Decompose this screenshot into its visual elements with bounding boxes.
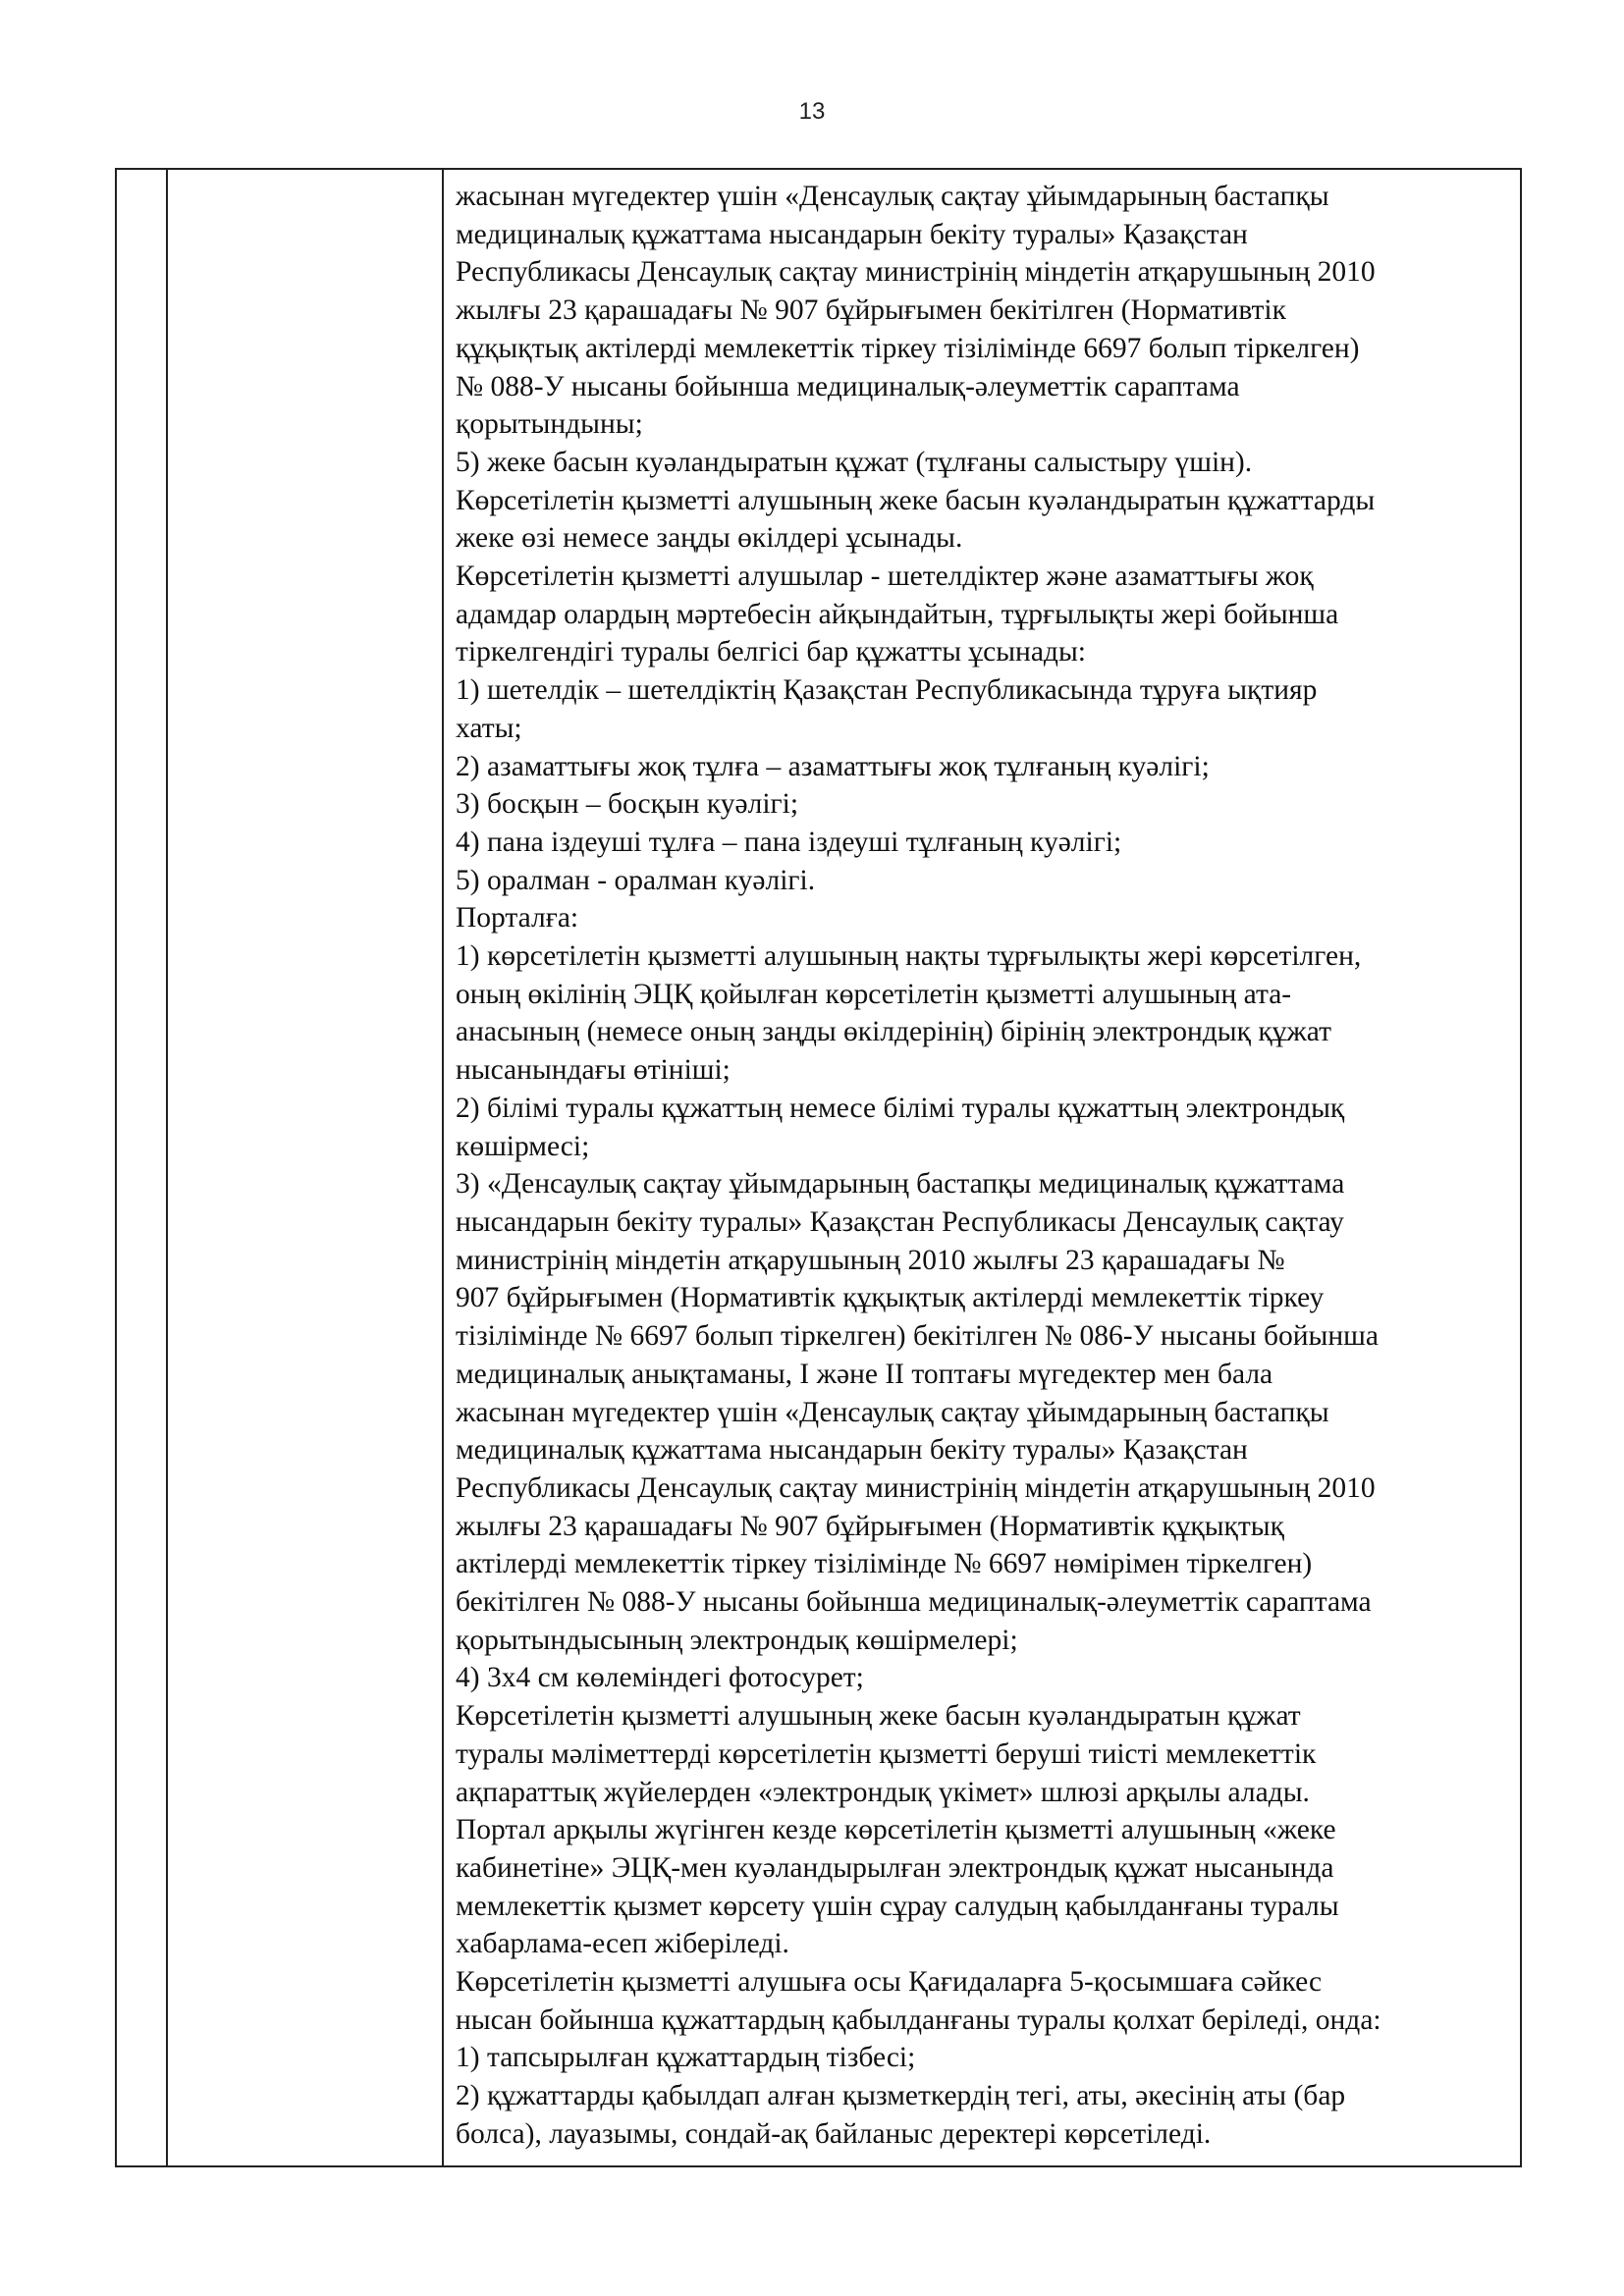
text-line: болса), лауазымы, сондай-ақ байланыс деректері көрсетіледі. (456, 2117, 1212, 2150)
text-line: жылғы 23 қарашадағы № 907 бұйрығымен (Нормативтік құқықтық (456, 1510, 1284, 1542)
table-cell-title (167, 169, 443, 2166)
page-number: 13 (798, 98, 826, 125)
text-line: қорытындыны; (456, 408, 643, 441)
text-line: 2) азаматтығы жоқ тұлға – азаматтығы жоқ тұлғаның куәлігі; (456, 750, 1210, 782)
text-line: туралы мәліметтерді көрсетілетін қызметті беруші тиісті мемлекеттік (456, 1737, 1317, 1770)
text-line: ақпараттық жүйелерден «электрондық үкімет» шлюзі арқылы алады. (456, 1776, 1310, 1808)
text-line: 2) құжаттарды қабылдап алған қызметкердің тегі, аты, әкесінің аты (бар (456, 2080, 1346, 2112)
text-line: хабарлама-есеп жіберіледі. (456, 1928, 789, 1960)
text-line: актілерді мемлекеттік тіркеу тізілімінде № 6697 нөмірімен тіркелген) (456, 1548, 1313, 1580)
text-line: нысанындағы өтініші; (456, 1054, 731, 1087)
document-table (115, 168, 1522, 2167)
text-line: нысан бойынша құжаттардың қабылданғаны туралы қолхат беріледі, онда: (456, 2003, 1381, 2036)
text-line: 3) «Денсаулық сақтау ұйымдарының бастапқы медициналық құжаттама (456, 1168, 1345, 1201)
table-cell-content (443, 169, 1521, 2166)
text-line: бекітілген № 088-У нысаны бойынша медициналық-әлеуметтік сараптама (456, 1586, 1372, 1619)
text-line: жасынан мүгедектер үшін «Денсаулық сақтау ұйымдарының бастапқы (456, 181, 1329, 212)
text-line: Порталға: (456, 902, 579, 934)
text-line: 4) пана іздеуші тұлға – пана іздеуші тұлғаның куәлігі; (456, 826, 1122, 858)
text-line: 2) білімі туралы құжаттың немесе білімі туралы құжаттың электрондық (456, 1092, 1345, 1124)
text-line: адамдар олардың мәртебесін айқындайтын, тұрғылықты жері бойынша (456, 598, 1339, 630)
text-line: жасынан мүгедектер үшін «Денсаулық сақтау ұйымдарының бастапқы (456, 1396, 1329, 1428)
text-line: Көрсетілетін қызметті алушының жеке басын куәландыратын құжаттарды (456, 484, 1376, 516)
table-cell-number (116, 169, 167, 2166)
text-line: медициналық құжаттама нысандарын бекіту туралы» Қазақстан (456, 1434, 1248, 1467)
text-line: № 088-У нысаны бойынша медициналық-әлеуметтік сараптама (456, 370, 1240, 402)
text-line: 5) оралман - оралман куәлігі. (456, 864, 816, 896)
text-line: анасының (немесе оның заңды өкілдерінің) бірінің электрондық құжат (456, 1016, 1332, 1048)
cell-text-block (444, 170, 1520, 2165)
text-line: Республикасы Денсаулық сақтау министрінің міндетін атқарушының 2010 (456, 1471, 1376, 1504)
text-line: 1) тапсырылған құжаттардың тізбесі; (456, 2042, 916, 2074)
text-line: құқықтық актілерді мемлекеттік тіркеу тізілімінде 6697 болып тіркелген) (456, 332, 1360, 364)
text-line: кабинетіне» ЭЦҚ-мен куәландырылған электрондық құжат нысанында (456, 1851, 1334, 1884)
text-line: Көрсетілетін қызметті алушылар - шетелдіктер және азаматтығы жоқ (456, 561, 1314, 593)
text-line: тізілімінде № 6697 болып тіркелген) бекітілген № 086-У нысаны бойынша (456, 1320, 1379, 1353)
text-line: 5) жеке басын куәландыратын құжат (тұлғаны салыстыру үшін). (456, 446, 1253, 478)
text-line: көшірмесі; (456, 1130, 590, 1162)
text-line: 907 бұйрығымен (Нормативтік құқықтық актілерді мемлекеттік тіркеу (456, 1282, 1325, 1314)
text-line: 3) босқын – босқын куәлігі; (456, 788, 799, 821)
text-line: министрінің міндетін атқарушының 2010 жылғы 23 қарашадағы № (456, 1244, 1285, 1276)
text-line: 4) 3х4 см көлеміндегі фотосурет; (456, 1662, 864, 1694)
text-line: 1) шетелдік – шетелдіктің Қазақстан Республикасында тұруға ықтияр (456, 674, 1318, 707)
text-line: Республикасы Денсаулық сақтау министрінің міндетін атқарушының 2010 (456, 256, 1376, 289)
text-line: жылғы 23 қарашадағы № 907 бұйрығымен бекітілген (Нормативтік (456, 294, 1286, 327)
text-line: тіркелгендігі туралы белгісі бар құжатты ұсынады: (456, 636, 1086, 668)
text-line: Көрсетілетін қызметті алушыға осы Қағидаларға 5-қосымшаға сәйкес (456, 1966, 1323, 1999)
text-line: жеке өзі немесе заңды өкілдері ұсынады. (456, 522, 963, 555)
text-line: хаты; (456, 712, 522, 744)
table-row (116, 169, 1521, 2166)
text-line: Портал арқылы жүгінген кезде көрсетілетін қызметті алушының «жеке (456, 1814, 1336, 1846)
text-line: мемлекеттік қызмет көрсету үшін сұрау салудың қабылданғаны туралы (456, 1890, 1339, 1922)
text-line: 1) көрсетілетін қызметті алушының нақты тұрғылықты жері көрсетілген, (456, 940, 1362, 973)
text-line: оның өкілінің ЭЦҚ қойылған көрсетілетін қызметті алушының ата- (456, 978, 1292, 1010)
text-line: нысандарын бекіту туралы» Қазақстан Республикасы Денсаулық сақтау (456, 1205, 1344, 1238)
text-line: Көрсетілетін қызметті алушының жеке басын куәландыратын құжат (456, 1700, 1301, 1733)
text-line: медициналық анықтаманы, I және II топтағы мүгедектер мен бала (456, 1358, 1273, 1390)
text-line: қорытындысының электрондық көшірмелері; (456, 1624, 1018, 1656)
text-line: медициналық құжаттама нысандарын бекіту туралы» Қазақстан (456, 218, 1248, 250)
